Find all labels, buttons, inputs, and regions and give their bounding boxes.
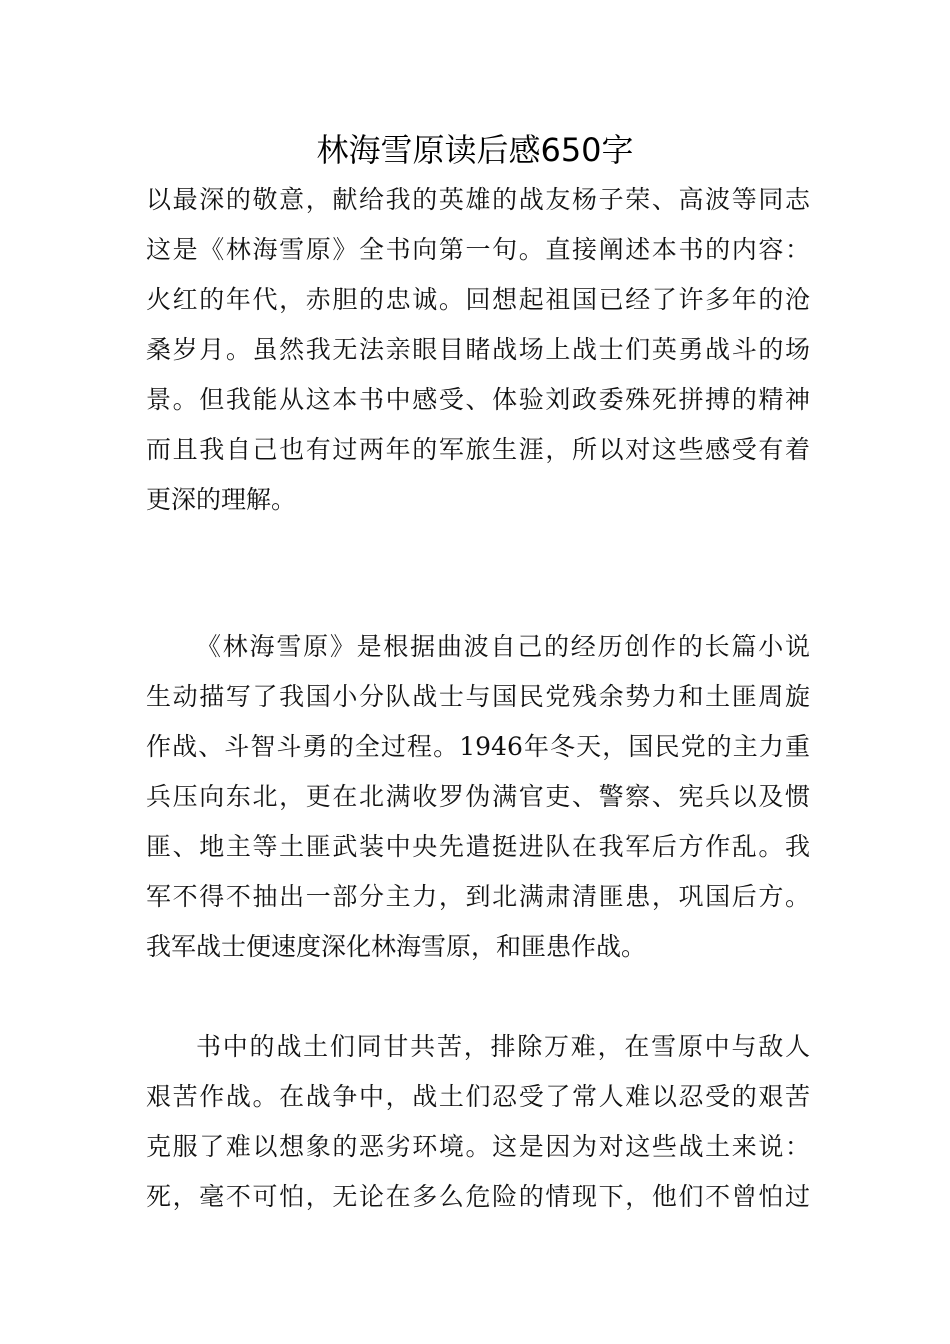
text-line: 这是《林海雪原》全书向第一句。直接阐述本书的内容： bbox=[146, 235, 810, 264]
paragraph-1 bbox=[146, 175, 810, 525]
text-line: 景。但我能从这本书中感受、体验刘政委殊死拼搏的精神 bbox=[146, 385, 810, 414]
text-line: 死，毫不可怕，无论在多么危险的情现下，他们不曾怕过 bbox=[146, 1182, 810, 1211]
text-line: 作战、斗智斗勇的全过程。1946年冬天，国民党的主力重 bbox=[146, 732, 810, 761]
paragraph-3 bbox=[146, 1022, 810, 1222]
text-line: 桑岁月。虽然我无法亲眼目睹战场上战士们英勇战斗的场 bbox=[146, 335, 810, 364]
text-line: 更深的理解。 bbox=[146, 485, 297, 514]
text-line: 而且我自己也有过两年的军旅生涯，所以对这些感受有着 bbox=[146, 435, 810, 464]
text-line: 匪、地主等土匪武装中央先遣挺进队在我军后方作乱。我 bbox=[146, 832, 810, 861]
text-line: 我军战士便速度深化林海雪原，和匪患作战。 bbox=[146, 932, 647, 961]
text-line: 以最深的敬意，献给我的英雄的战友杨子荣、高波等同志 bbox=[146, 185, 810, 214]
text-line: 生动描写了我国小分队战士与国民党残余势力和土匪周旋 bbox=[146, 682, 810, 711]
document-title: 林海雪原读后感650字 bbox=[316, 131, 634, 169]
text-line: 克服了难以想象的恶劣环境。这是因为对这些战土来说： bbox=[146, 1132, 810, 1161]
text-line: 《林海雪原》是根据曲波自己的经历创作的长篇小说 bbox=[196, 632, 810, 661]
text-line: 军不得不抽出一部分主力，到北满肃清匪患，巩国后方。 bbox=[146, 882, 810, 911]
text-line: 艰苦作战。在战争中，战土们忍受了常人难以忍受的艰苦 bbox=[146, 1082, 810, 1111]
text-line: 兵压向东北，更在北满收罗伪满官吏、警察、宪兵以及惯 bbox=[146, 782, 810, 811]
text-line: 书中的战土们同甘共苦，排除万难，在雪原中与敌人 bbox=[196, 1032, 810, 1061]
paragraph-2 bbox=[146, 622, 810, 972]
text-line: 火红的年代，赤胆的忠诚。回想起祖国已经了许多年的沧 bbox=[146, 285, 810, 314]
